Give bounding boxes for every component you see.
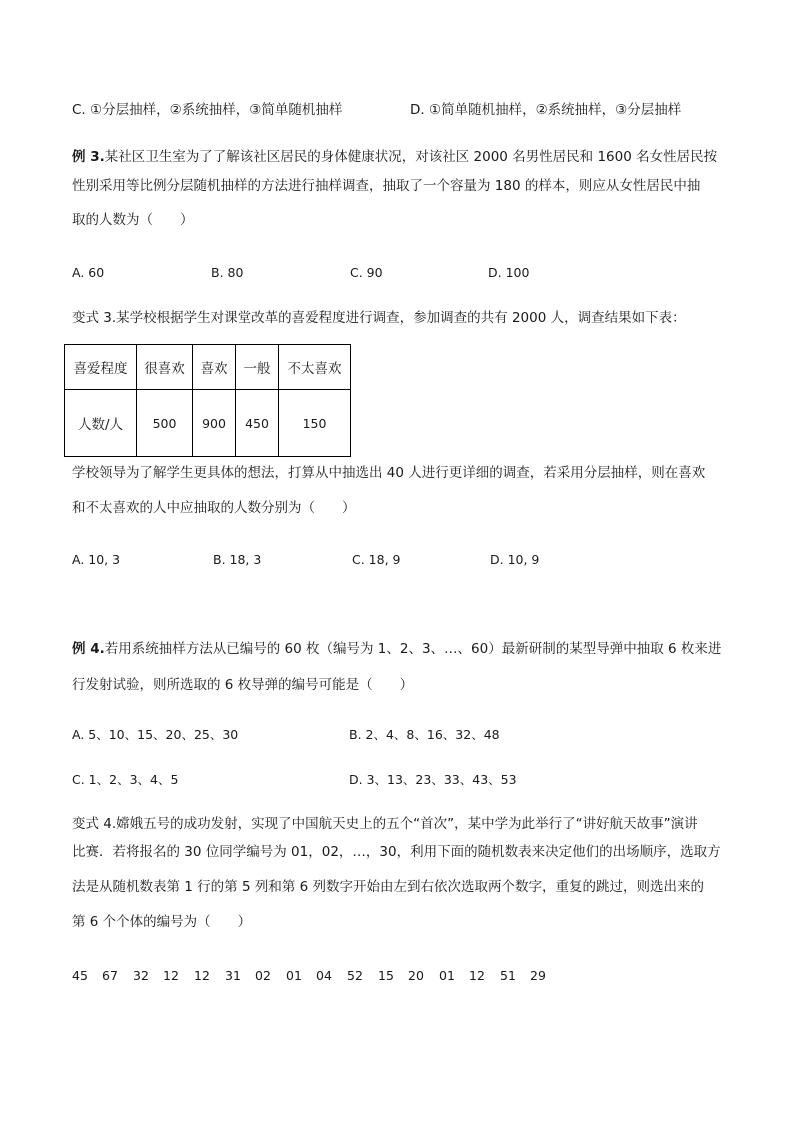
variant-4-line-4: 第 6 个个体的编号为（ ）: [72, 914, 252, 930]
table-header-row: [65, 345, 351, 390]
random-number: 01: [439, 968, 455, 983]
random-number: 04: [316, 968, 332, 983]
variant-3-option-d: D. 10, 9: [490, 552, 540, 567]
random-number: 12: [194, 968, 210, 983]
table-cell: 450: [236, 390, 279, 457]
variant-3-option-c: C. 18, 9: [352, 552, 401, 567]
variant-4-line-3: 法是从随机数表第 1 行的第 5 列和第 6 列数字开始由左到右依次选取两个数字，重复的跳过，则选出来的: [72, 879, 705, 895]
variant-3-option-a: A. 10, 3: [72, 552, 121, 567]
example-3-line-2: 性别采用等比例分层随机抽样的方法进行抽样调查，抽取了一个容量为 180 的样本，则应从女性居民中抽: [72, 178, 701, 194]
table-cell: 500: [137, 390, 193, 457]
variant-4-label: 变式 4.: [72, 816, 117, 832]
random-number: 29: [530, 968, 546, 983]
example-3-line-3: 取的人数为（ ）: [72, 212, 194, 228]
example-4-label: 例 4.: [72, 641, 105, 657]
table-cell: 900: [193, 390, 236, 457]
table-header-cell: 一般: [236, 345, 279, 390]
example-3-option-c: C. 90: [350, 265, 383, 280]
random-number: 02: [255, 968, 271, 983]
random-number: 67: [102, 968, 118, 983]
example-3-option-d: D. 100: [488, 265, 530, 280]
random-number: 15: [378, 968, 394, 983]
example-3-option-a: A. 60: [72, 265, 105, 280]
random-number: 31: [225, 968, 241, 983]
variant-3-label: 变式 3.: [72, 310, 117, 326]
example-4-option-b: B. 2、4、8、16、32、48: [349, 727, 500, 742]
example-3-label: 例 3.: [72, 149, 105, 165]
table-header-cell: 很喜欢: [137, 345, 193, 390]
example-4-option-c: C. 1、2、3、4、5: [72, 772, 179, 787]
table-header-cell: 喜爱程度: [65, 345, 137, 390]
variant-3-option-b: B. 18, 3: [213, 552, 262, 567]
random-number: 12: [469, 968, 485, 983]
random-number: 12: [163, 968, 179, 983]
example-4-option-a: A. 5、10、15、20、25、30: [72, 727, 239, 742]
variant-3-intro: 变式 3.某学校根据学生对课堂改革的喜爱程度进行调查，参加调查的共有 2000 人，调查结果如下表：: [72, 310, 686, 326]
example-4-line-2: 行发射试验，则所选取的 6 枚导弹的编号可能是（ ）: [72, 677, 414, 693]
table-cell: 人数/人: [65, 390, 137, 457]
variant-3-line-1: 学校领导为了解学生更具体的想法，打算从中抽选出 40 人进行更详细的调查，若采用分层抽样，则在喜欢: [72, 465, 706, 481]
random-number: 52: [347, 968, 363, 983]
table-header-cell: 喜欢: [193, 345, 236, 390]
example-4-option-d: D. 3、13、23、33、43、53: [349, 772, 517, 787]
variant-4-line-2: 比赛．若将报名的 30 位同学编号为 01，02，…，30，利用下面的随机数表来决定他们的出场顺序，选取方: [72, 844, 721, 860]
table-row: [65, 390, 351, 457]
random-number: 51: [500, 968, 516, 983]
random-number: 45: [72, 968, 88, 983]
example-3-line-1: 例 3.某社区卫生室为了了解该社区居民的身体健康状况，对该社区 2000 名男性居民和 1600 名女性居民按: [72, 149, 718, 165]
option-c-prev: C. ①分层抽样，②系统抽样，③简单随机抽样: [72, 102, 343, 118]
random-number: 20: [408, 968, 424, 983]
variant-4-line-1: 变式 4.嫦娥五号的成功发射，实现了中国航天史上的五个“首次”，某中学为此举行了“讲好航天故事”演讲: [72, 816, 698, 832]
option-d-prev: D. ①简单随机抽样，②系统抽样，③分层抽样: [410, 102, 682, 118]
example-4-line-1: 例 4.若用系统抽样方法从已编号的 60 枚（编号为 1、2、3、…、60）最新研制的某型导弹中抽取 6 枚来进: [72, 641, 722, 657]
survey-table: [64, 344, 351, 457]
random-number: 01: [286, 968, 302, 983]
variant-3-line-2: 和不太喜欢的人中应抽取的人数分别为（ ）: [72, 500, 356, 516]
example-3-option-b: B. 80: [211, 265, 244, 280]
table-cell: 150: [279, 390, 351, 457]
table-header-cell: 不太喜欢: [279, 345, 351, 390]
random-number: 32: [133, 968, 149, 983]
